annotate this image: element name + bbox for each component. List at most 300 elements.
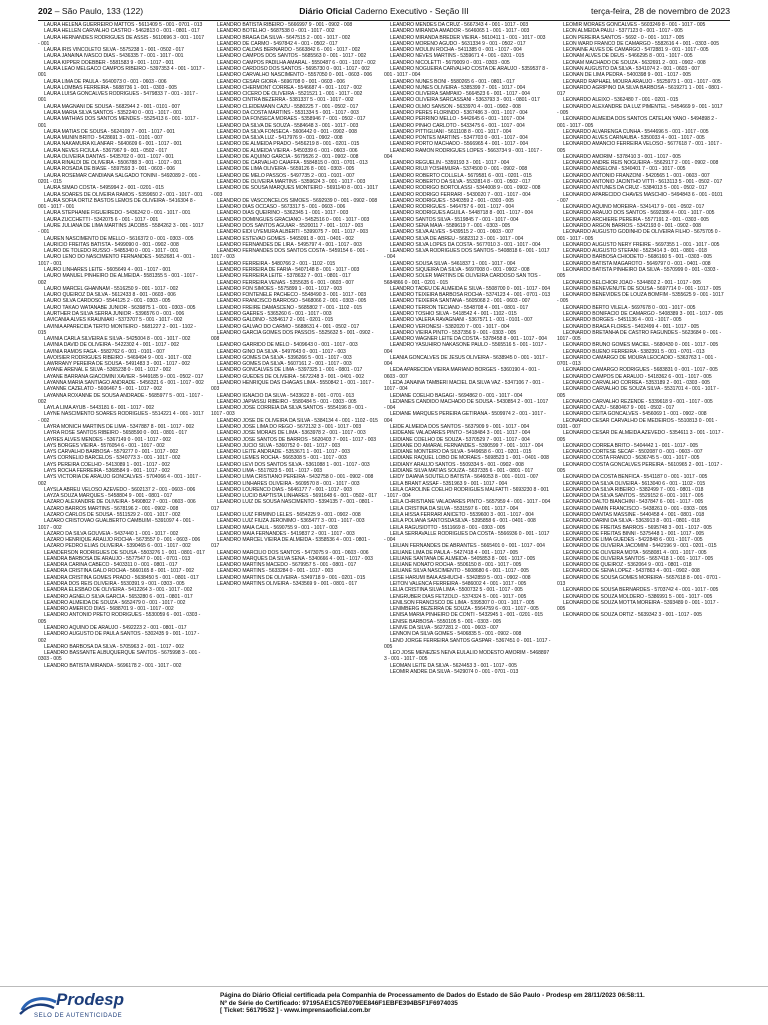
list-item: LEONARDO DA SILVA OLIVEIRA - 5613040 6 - 001 - 1102 - 015: [563, 480, 706, 487]
list-item: LAZARO CARLOS DE SOUSA - 5511529 2 - 001 - 1017 - 002: [44, 511, 181, 518]
list-item: LEILA HISSA FERRARI ANICETO - 5539600 3 - 001 - 1017 - 004: [390, 511, 534, 518]
list-item: LEONARDO ALEIXO - 5362480 7 - 001 - 0201 - 015: [563, 97, 679, 104]
list-item: LEANDRO DE VASCONCELOS SIMOES - 5692939 0 - 001 - 0902 - 008: [217, 197, 378, 204]
list-item: LEONARDO BONIFACIO DE CAMARGO - 5408389 3 - 001 - 1017 - 005: [563, 310, 723, 317]
section: Caderno Executivo - Seção III: [352, 6, 469, 16]
list-item: LEANDRO MARTINS MACEDO - 5679957 5 - 001 - 0801 - 017: [217, 562, 357, 569]
list-item: LEANDRO MARTINS - 5633284 0 - 001 - 1017 - 003: [217, 568, 333, 575]
list-item: LAURA RINALDI DE OLIVEIRA - 5506788 3 - 001 - 1017 - 001: [44, 160, 182, 167]
list-item: LEANDRO CALDAS BERNARDO - 5663842 6 - 001 - 1017 - 002: [217, 47, 361, 54]
list-item: LEANDRO LUCIO BAPTISTA LINHARES - 5691648 6 - 001 - 0502 - 017: [217, 493, 377, 500]
list-item: LEANDRO ALMEIDA DE SOUZA - 5652479 0 - 001 - 1017 - 002: [44, 599, 186, 606]
list-item: LEIDIANE SILVA MATIAS SOUZA - 5637335 6 - 001 - 0801 - 017: [390, 467, 533, 474]
list-item: LENISE BARBOSA - 5550105 5 - 001 - 0303 - 005: [390, 618, 502, 625]
list-item: LEANDRO JOSE CORREIA DA SILVA SANTOS - 5554196 8 - 001 - 1017 - 003: [211, 405, 367, 418]
list-item: LEANDRO REGUELIN - 5359193 3 - 001 - 1017 - 004: [390, 160, 510, 167]
list-item: LAYS CORNELIO BARCELOS - 5340773 3 - 001 - 1017 - 002: [44, 455, 181, 462]
list-item: LEANDRO TADEU DE ALMEIDA E SILVA - 5508700 0 - 001 - 1017 - 004: [390, 285, 551, 292]
list-item: LEANDRO MARTINS OLIVEIRA - 5343569 9 - 001 - 0801 - 017: [217, 581, 357, 588]
list-item: LEANDRO SIQUEIRA DA SILVA - 5697008 0 - 001 - 0902 - 008: [390, 266, 530, 273]
list-item: LEILA POLIANA SANTOSDASILVA - 5395858 6 - 001 - 0401 - 008: [390, 518, 536, 525]
list-item: LEONAN AUGUSTO DA SILVA - 5341074 2 - 001 - 0603 - 007: [563, 65, 700, 72]
list-item: LAURA LOMBAS FERREIRA - 5688736 1 - 001 - 0303 - 005: [44, 84, 177, 91]
list-item: LEONARDO AUGUSTO STEFANI - 5523414 3 - 001 - 0801 - 018: [563, 248, 707, 255]
list-item: LAURA MUNIN BRITO - 5428691 3 - 001 - 0101 - 007: [44, 135, 163, 142]
list-item: LAYS BORGES VIEIRA - 5576054 6 - 001 - 1017 - 002: [44, 442, 165, 449]
list-item: LAVICANIA ALVES KRAUNIAKI - 5373707 5 - 001 - 1017 - 002: [44, 317, 183, 324]
list-item: LEDIANE COELHO BAGAGI - 5694862 0 - 001 - 1017 - 004: [390, 392, 523, 399]
list-item: LEANDRO DA SILVA LUZ - 5417976 9 - 001 - 0902 - 008: [217, 135, 343, 142]
list-item: LEANDRO JOSE LIMA DO REGO - 5672132 3 - 001 - 1017 - 003: [217, 424, 362, 430]
list-item: LAYSLA ABREU VELOSO AZEVEDO - 5602137 2 - 001 - 0603 - 006: [44, 486, 196, 493]
list-item: LEANDRO RAMON RODRIGUES LOPES - 5663734 9 - 001 - 1017 - 004: [384, 147, 543, 160]
list-item: LEIDIANE DO AMARAL FERNANDES - 5390599 7 - 001 - 1017 - 004: [390, 442, 544, 449]
list-item: LEONARDO ARCHIERE PEREIRA - 5577191 2 - 001 - 0303 - 005: [563, 216, 709, 223]
list-item: LEANDRO GONCALVES DE LIMA - 5397325 1 - 001 - 0801 - 017: [217, 367, 363, 374]
list-item: LEANDRO JOSE MORAIS DE LIMA - 5363978 2 - 001 - 1017 - 003: [217, 430, 366, 437]
list-item: LEONARDO BRAGA FLORES - 5402499 4 - 001 - 1017 - 005: [563, 323, 699, 330]
list-item: LEONARD RAPHAEL MOURA ARAUJO - 5525973 1 - 001 - 1017 - 005: [563, 78, 721, 85]
list-item: LEANDRO BATISTA RIBEIRO - 5666997 9 - 001 - 0902 - 008: [217, 22, 353, 28]
list-item: LEANDRO HENRIQUE DAS CHAGAS LIMA - 5550842 1 - 001 - 1017 - 003: [211, 380, 374, 393]
list-item: LEIDY DAIANA SOUTELO BATISTA - 5646053 8 - 001 - 0101 - 007: [390, 474, 539, 481]
list-item: LEONARDO BENEVENUTE DE SOUSA - 5697714 0 - 001 - 1017 - 005: [563, 285, 722, 292]
list-item: LAZARO BARROS MARTINS - 5678196 2 - 001 - 0902 - 008: [44, 505, 179, 512]
list-item: LEILIANE SANTANA DE ALMEIDA - 5405853 8 - 001 - 1017 - 005: [390, 555, 536, 562]
list-item: LEANDRO VIEIRA PINTO - 5537356 9 - 001 - 0303 - 005: [390, 329, 517, 336]
list-item: LAURA SOFIA ORTIZ BASTOS LEMOS DE OLIVEIRA - 5416304 8 - 001 - 1017 - 001: [38, 197, 196, 211]
list-item: LAZARO ALEXANDRE DE OLIVEIRA - 5490802 7 - 001 - 0603 - 006: [44, 499, 196, 506]
list-item: LEONARDO BENEVIDES DE LOUZA BOMFIM - 5355625 9 - 001 - 1017 - 005: [557, 292, 724, 305]
list-item: LEANDRO PERES FLORINDO - 5367486 3 - 001 - 1017 - 004: [390, 109, 528, 116]
list-item: LELIA CRISTINA SILVA LIMA - 5500732 5 - 001 - 1017 - 005: [390, 587, 523, 594]
list-item: LEONARDO CESAR CARVALHO DE MEDEIROS - 5510813 0 - 001 - 0101 - 007: [557, 417, 718, 430]
cert-line-3: [ Ticket: 56179532 ] - www.imprensaoficial.com.br: [220, 1007, 371, 1015]
list-item: LEANDRO MARCEL VIEIRA DE ALMEIDA - 5358536 4 - 001 - 0801 - 017: [211, 537, 370, 550]
logo-tagline: SELO DE AUTENTICIDADE: [34, 1013, 123, 1019]
list-item: LEILA BRANT ASSAF - 5351963 9 - 001 - 1017 - 004: [390, 480, 508, 487]
list-item: LEONARDO APARECIDO CHAVES MASCHIO - 5494843 6 - 001 - 0101 - 007: [557, 191, 723, 204]
list-item: LEANDRO OLIVEIRA SAMPAIO - 5664523 6 - 001 - 1017 - 004: [390, 91, 530, 98]
list-item: LAURA STEPHANIE FIGUEIREDO - 5436242 0 - 001 - 1017 - 001: [44, 210, 191, 217]
list-item: LEANDRO DE CARVALHO CAIAFFA - 5584815 0 - 001 - 0701 - 013: [217, 160, 368, 167]
list-item: LEANDRO LUIZ FIUZA JERONIMO - 5365477 3 - 001 - 1017 - 003: [217, 518, 365, 525]
list-item: LAYS CARVALHO BARBOSA - 5579277 0 - 001 - 1017 - 002: [44, 449, 179, 456]
list-item: LAYANNE CAZELATO - 5606467 5 - 001 - 1017 - 002: [44, 386, 162, 393]
list-item: LEANDRO CLEIDEMANN CAZU - 5580225 7 - 001 - 0502 - 017: [217, 103, 359, 110]
list-item: LEANDRO ANTONIO PRETO RODRIGUES - 5530059 6 - 001 - 0303 - 005: [38, 612, 201, 625]
list-item: LEILA CRISTINA DA SILVA - 5531597 6 - 001 - 1017 - 004: [390, 505, 519, 512]
list-item: LEANDRO VALERA RAVAGNANI - 5367571 1 - 001 - 0101 - 007: [390, 317, 533, 324]
list-item: LAURA LUISA GONCALVES RODRIGUES - 5479833 7 - 001 - 1017 - 001: [38, 91, 198, 104]
list-item: LEONARDO CARVALHO DE SOUZA SILVA - 5531701 4 - 001 - 1017 - 005: [557, 386, 719, 399]
list-item: LEANDRO MOULIN ROCHA - 5411385 0 - 001 - 1017 - 004: [390, 47, 522, 54]
list-item: LEANDRO FREIRE DAMASCENO - 5685802 7 - 001 - 1102 - 015: [217, 304, 362, 311]
list-item: LENNON DA SILVA GOMES - 5406835 5 - 001 - 0902 - 008: [390, 631, 522, 638]
list-item: LEANDRO JOSE SANTOS DE BARROS - 5620403 7 - 001 - 1017 - 003: [217, 436, 377, 443]
list-item: LEANDRO CESAR GIORA - 5696708 0 - 001 - 0603 - 006: [217, 78, 345, 85]
column-4: [557, 22, 730, 980]
list-item: LEANDRO BASSANTE ALBUQUERQUE SANTOS - 5675998 3 - 001 - 0303 - 005: [38, 650, 201, 663]
list-item: LEANDRO CARDOSO DOS SANTOS - 5695730 0 - 001 - 1017 - 002: [217, 65, 370, 72]
list-item: LAURA HELLEN CARVALHO CASTRO - 5462813 0 - 001 - 0801 - 017: [44, 28, 200, 35]
list-item: LEONARDO AMANCIO FERREIRA VELOSO - 5677618 7 - 001 - 1017 - 005: [557, 141, 722, 154]
list-item: LEANDRO DE MELO PASSOS - 5497735 2 - 001 - 0101 - 007: [217, 172, 355, 179]
list-item: LAURA HERNANDES RODRIGUES DE ASSIS - 5610696 3 - 001 - 1017 - 001: [38, 34, 205, 47]
list-item: LEONARDO DE SOUSA BERNARDES - 5703742 4 - 001 - 1017 - 005: [563, 587, 719, 594]
list-item: LEANDRO AMERICO DIAS - 5688701 9 - 001 - 1017 - 002: [44, 606, 174, 613]
list-item: LAVINIA DAVID DE OLIVEIRA - 5422302 4 - 001 - 1017 - 002: [44, 342, 180, 349]
list-item: LEANDRO RODRIGUES - 5340359 2 - 001 - 0303 - 005: [390, 197, 514, 204]
list-item: LEONARDO DE QUEIROZ - 5362064 9 - 001 - 0801 - 018: [563, 562, 692, 569]
list-item: LEONAM MACHADO DE SOUZA - 5632691 2 - 001 - 0902 - 008: [563, 59, 706, 66]
list-item: LEANDRA ELESBAO DE OLIVEIRA - 5412264 3 - 001 - 1017 - 002: [44, 587, 193, 594]
list-item: LEIDIANE MONTEIRO DA SILVA - 5449658 6 - 001 - 0201 - 015: [390, 449, 532, 456]
list-item: LEONARDO COSTA GONCALVES PEREIRA - 5610965 2 - 001 - 1017 - 005: [557, 461, 723, 474]
list-item: LEANDRO JAPIASSU RIBEIRO - 5580484 5 - 001 - 0303 - 005: [217, 398, 357, 405]
list-item: LEANDRO PONTES MARTINS - 5347703 0 - 001 - 1017 - 004: [390, 135, 528, 142]
list-item: LAURO TAKAO WATANABE JUNIOR - 5639875 1 - 001 - 0303 - 005: [44, 304, 196, 311]
list-item: LEANDRO GALDINO - 5354617 2 - 001 - 0201 - 015: [217, 317, 334, 324]
list-item: LEANDRO RODRIGUES - 5464757 6 - 001 - 1017 - 004: [390, 204, 514, 211]
list-item: LEANIA GONCALVES DE JESUS OLIVEIRA - 5638945 0 - 001 - 1017 - 004: [384, 354, 548, 368]
column-2: [211, 22, 384, 980]
list-item: LEONARDO CAMARGO RODRIGUES - 5683831 0 - 001 - 1017 - 005: [563, 367, 718, 374]
list-item: LAYZA SOUZA MARQUES - 5458804 9 - 001 - 0801 - 017: [44, 493, 173, 500]
list-item: LEONARDO DA SILVA RIBEIRO - 5382499 7 - 001 - 0801 - 018: [563, 486, 704, 493]
list-item: LAYS ROCHA FERREIRA - 5368584 9 - 001 - 1017 - 002: [44, 467, 170, 474]
list-item: LEONARDO DE SOUZA MOTTA MOREIRA - 5393489 0 - 001 - 1017 - 005: [557, 599, 719, 613]
list-item: LEANDRO MARTINS DE OLIVEIRA - 5349718 9 - 001 - 0201 - 015: [217, 574, 366, 581]
list-item: LEANDRO FERREIRA - 5480766 2 - 001 - 1102 - 015: [217, 260, 336, 267]
title: Diário Oficial: [299, 6, 353, 16]
list-item: LEILA CAROLINE COELHO RODRIGUES MALFATTI - 5693230 8 - 001 - 1017 - 004: [384, 486, 549, 500]
list-item: LEANDRO LEMES ROCHA - 5665308 5 - 001 - 1017 - 003: [217, 455, 347, 462]
list-item: LEANDRO CHERMONT CORREA - 5546687 4 - 001 - 1017 - 002: [217, 84, 362, 91]
list-item: LEONARDO AQUINO MOREIRA - 5341417 9 - 001 - 0502 - 017: [563, 204, 705, 211]
list-item: LEANDRO PINHO CARLOTO - 5433475 6 - 001 - 1017 - 004: [390, 122, 525, 129]
list-item: LEONARDO DALTO BIANCHINI - 5437847 6 - 001 - 1017 - 005: [563, 499, 704, 506]
list-item: LEONARDO CESAR DE ALMEIDA AZEVEDO - 5354611 3 - 001 - 1017 - 005: [557, 430, 724, 443]
list-item: LEDA APARECIDA VIEIRA MARIANO BORGES - 5360190 4 - 001 - 0603 - 007: [384, 367, 540, 380]
list-item: LEANDRO RODRIGUES AGUILA - 5448718 8 - 001 - 1017 - 004: [390, 210, 533, 217]
list-item: LAYANNA ROXANNE DE SOUSA ANDRADE - 5685977 5 - 001 - 1017 - 002: [38, 392, 203, 405]
list-item: LEIDEANE VALADARES PINTO - 5418484 3 - 001 - 1017 - 004: [390, 430, 531, 437]
list-item: LEANDRO YASUHIRO NAKASONE PAULO - 5565516 5 - 001 - 1017 - 004: [384, 342, 547, 355]
list-item: LEANDRO FRANCISCO BARROSO - 5468066 2 - 001 - 0303 - 005: [217, 298, 367, 305]
list-item: LAURA SOARES DE OLIVEIRA RAMOS - 5359650 2 - 001 - 1017 - 001: [44, 191, 203, 198]
issue-date: terça-feira, 28 de novembro de 2023: [590, 6, 730, 16]
list-item: LEONARDO DE FREITAS BARROS - 5695748 3 - 001 - 1017 - 005: [563, 524, 712, 531]
listing-columns: [38, 22, 730, 980]
list-item: LAURO LENO DO NASCIMENTO FERNANDES - 5652681 4 - 001 - 1017 - 001: [38, 254, 195, 267]
list-item: LEANDRO NOGUEIRA CARVALHO COSTA DE ARAUJO - 5359537 8 - 001 - 1017 - 004: [384, 65, 548, 79]
list-item: LAVINIA RAMOS FAGA - 5582762 6 - 001 - 0101 - 007: [44, 348, 165, 355]
prodesp-seal: [16, 990, 146, 1022]
list-item: LAURO SILVA CARDOSO - 5544125 2 - 001 - 0303 - 005: [44, 298, 171, 305]
list-item: LEANDRO DE ALMEIDA VIEIRA - 5450339 6 - 001 - 0603 - 006: [217, 147, 358, 154]
list-item: LEILIANE LIMA DE PAULA - 5427418 4 - 001 - 1017 - 005: [390, 549, 518, 556]
list-item: LEANDRO MAIA CALIL - 5690755 9 - 001 - 1017 - 003: [217, 524, 338, 531]
list-item: LEANDRO GARRIDO DE MELO - 5409643 0 - 001 - 1017 - 003: [217, 342, 358, 349]
list-item: LEONARDO DE OLIVEIRA SANTOS - 5657418 1 - 001 - 1017 - 005: [563, 555, 714, 562]
list-item: LEANDRO SILVA ALVES - 5439515 2 - 001 - 0603 - 007: [390, 229, 514, 236]
list-item: LEANDRO GOMES DA SILVA - 5396266 5 - 001 - 1017 - 003: [217, 354, 352, 361]
list-item: LEONAINE ALVES DE CAMARGO - 5472881 9 - 001 - 1017 - 005: [563, 47, 709, 54]
list-item: LEANDRO PITTIGLIANI - 5611108 8 - 001 - 1017 - 004: [390, 128, 512, 135]
list-item: LEANDRO CAMPOS PADILHA AMARAL - 5550487 6 - 001 - 1017 - 002: [217, 59, 376, 66]
list-item: LEOMIR ANDRE DA SILVA - 5429074 0 - 001 - 0701 - 013: [390, 668, 519, 675]
list-item: LEDIANE MARQUES PEREIRA GETIRANA - 5509974 2 - 001 - 1017 - 004: [384, 411, 546, 424]
list-item: LEONARDO DA SILVA SANTOS - 5529152 6 - 001 - 1017 - 005: [563, 493, 704, 500]
list-item: LEONARDO ANSELONI - 5340401 7 - 001 - 1017 - 005: [563, 166, 686, 173]
logo-text: Prodesp: [56, 990, 125, 1009]
list-item: LEANDRO ESTEVAO GOMES - 5465091 8 - 001 - 0401 - 002: [217, 235, 354, 242]
page-number: 202: [38, 6, 53, 16]
list-item: LEANDRO IGNACIO DA SILVA - 5433622 8 - 001 - 0701 - 013: [217, 392, 355, 399]
list-item: LEANDRO TOSHIO SILVA - 5418542 4 - 001 - 1102 - 015: [390, 310, 517, 317]
list-item: LEONARDO BRUNO GOMES MACIEL - 5680430 0 - 001 - 1017 - 005: [563, 342, 719, 349]
list-item: LAVOISIER RODRIGUES RIBEIRO - 5469494 9 - 001 - 1017 - 002: [44, 354, 192, 361]
list-item: LEONARDO BERTO VILELA - 5697678 0 - 001 - 1017 - 005: [563, 304, 696, 311]
cert-line-2: Nº de Série do Certificado: 97195AE1C57E079EE846F1EBFE394B5F1F6974035: [220, 999, 458, 1007]
column-3: [384, 22, 557, 980]
list-item: LAURA MATHIAS DOS SANTOS MENDES - 5525413 6 - 001 - 1017 - 001: [38, 116, 199, 129]
list-item: LAYS PEREIRA COELHO - 5413089 1 - 001 - 1017 - 002: [44, 461, 170, 468]
list-item: LAURO MANUEL PINHEIRO DE ALMEIDA - 5581355 5 - 001 - 1017 - 002: [38, 273, 198, 286]
list-item: LEONARDO ANDRE REIS NOGUEIRA - 5562917 2 - 001 - 0902 - 008: [563, 160, 719, 167]
list-item: LEANDRO FERREIRA VENAS - 5355635 6 - 001 - 0603 - 007: [217, 279, 354, 286]
list-item: LEANDRO DE LIMA OLIVEIRA - 5659126 8 - 001 - 0303 - 005: [217, 166, 355, 173]
list-item: LEONARDO CAZU - 5680467 9 - 001 - 0502 - 017: [563, 405, 675, 412]
list-item: LEANDRO NEVES MARTINS - 5359671 4 - 001 - 0201 - 015: [390, 53, 525, 60]
list-item: LEONARDO CEITA GONCALVES - 5456069 1 - 001 - 0902 - 008: [563, 411, 707, 418]
list-item: LAURA NEVES FICIULA - 5367967 9 - 001 - 0502 - 017: [44, 147, 167, 154]
list-item: LEANDRO PORTO MACHADO - 5566965 4 - 001 - 1017 - 004: [390, 141, 529, 148]
list-item: LEANDRO BRAGA DA SILVA - 5647515 2 - 001 - 1017 - 002: [217, 34, 351, 41]
list-item: LEONARDO DE OLIVEIRA MOTA - 5658081 4 - 001 - 1017 - 005: [563, 549, 707, 556]
list-item: LEANDRO DIAS QUEIRINO - 5362345 1 - 001 - 1017 - 003: [217, 210, 349, 217]
list-item: LEONARDO ARGON BARROS - 5342193 0 - 001 - 0902 - 008: [563, 223, 701, 229]
list-item: LAURA ROSADA DE BIASE - 5597593 3 - 001 - 0603 - 006: [44, 166, 175, 173]
list-item: LEONARDO BUENO FERREIRA - 5382391 5 - 001 - 0701 - 013: [563, 348, 705, 355]
list-item: LAYRA ROSE SANTOS RIBEIRO - 5658590 0 - 001 - 0801 - 017: [44, 430, 187, 437]
list-item: LEANDRO BOTELHO - 5687538 0 - 001 - 1017 - 002: [217, 28, 335, 35]
list-item: LEANDRO AUGUSTO DE PAULA SANTOS - 5302435 9 - 001 - 1017 - 002: [38, 631, 200, 644]
list-item: LEONARDO COSTA FRANCO - 5636745 5 - 001 - 1017 - 005: [563, 455, 700, 462]
list-item: LEONARDO DE FREITAS BINNI - 5375448 1 - 001 - 1017 - 005: [563, 530, 705, 537]
list-item: LEONARDO AUGUSTO GODINHO DE OLIVEIRA FILHO - 5675705 0 - 001 - 1017 - 005: [557, 229, 721, 242]
list-item: LEONARDO DA COSTA BENFICA - 5541187 0 - 001 - 1017 - 005: [563, 474, 708, 481]
list-item: LEONARDO BRETANHA DE CASTRO FAGUNDES - 5623684 0 - 001 - 1017 - 005: [557, 329, 722, 343]
list-item: LEIDIANY ARAUJO SANTOS - 5509334 5 - 001 - 0902 - 008: [390, 461, 524, 468]
list-item: LEOMIR MORAES GONCALVES - 5603249 8 - 001 - 1017 - 005: [563, 22, 706, 28]
list-item: LEANDRO LOURENCO DIAS - 5646177 7 - 001 - 1017 - 003: [217, 486, 352, 493]
list-item: LAWRRANY PEREIRA DE SOUSA - 5491483 3 - 001 - 1017 - 002: [44, 361, 190, 368]
list-item: LEANDRO DIAS OCCASO - 5673317 5 - 001 - 0603 - 006: [217, 204, 346, 211]
list-item: LEONARDO DE SOUZA MOLDERO - 5386991 5 - 001 - 1017 - 005: [563, 593, 713, 600]
list-item: LEANDRO LEVI DOS SANTOS SILVA - 5361088 1 - 001 - 1017 - 003: [217, 461, 370, 468]
list-item: LEANDRO DOS SANTOS AGUIAR - 5520011 7 - 001 - 1017 - 003: [217, 223, 363, 229]
list-item: LAURA SIMAO COSTA - 5495994 2 - 001 - 0201 - 015: [44, 185, 164, 192]
list-item: LEANDRA CRISTINA GALO ROCHA - 5660165 8 - 001 - 1017 - 002: [44, 568, 194, 575]
list-item: LEONARDO BATISTA MAGAROTO - 5649797 0 - 001 - 0401 - 008: [563, 260, 711, 267]
list-item: LAYANE BARRANA GIACOMINI XAVIER - 5449185 9 - 001 - 0502 - 017: [44, 373, 204, 380]
list-item: LAURA OLIVEIRA DANTAS - 5435702 0 - 001 - 1017 - 001: [44, 153, 174, 160]
list-item: LAYNE NASCIMENTO SOARES RODRIGUES - 5514221 4 - 001 - 1017 - 002: [38, 411, 204, 424]
list-item: LAURA ZUCCHETTI - 5342075 6 - 001 - 1017 - 001: [44, 216, 159, 223]
list-item: LEANDRO GUEDES DE OLIVEIRA - 5672248 3 - 001 - 0401 - 002: [217, 373, 364, 380]
list-item: LAURA NAKAMURA KLANFAR - 5640609 6 - 001 - 1017 - 001: [44, 141, 182, 148]
list-item: LAURA MARIA SILVA SANTOS - 5352240 0 - 001 - 1017 - 001: [44, 109, 182, 116]
list-item: LEONARDO CAMPOS DE ARAUJO - 5418362 6 - 001 - 1017 - 005: [563, 373, 712, 380]
list-item: LEONARDO BATISTA PINHEIRO DA SILVA - 5570999 0 - 001 - 0303 - 005: [557, 266, 719, 280]
list-item: LAURO DE TOLEDO RUSSO - 5485340 0 - 001 - 1017 - 001: [44, 248, 179, 255]
list-item: LEANDRO FON SIMOES - 5575899 1 - 001 - 1017 - 003: [217, 285, 342, 292]
list-item: LEANDRO RODRIGO BORTOLASSI - 5344008 9 - 001 - 0902 - 008: [390, 185, 541, 192]
list-item: LEANDRO LIMA - 5517823 5 - 001 - 1017 - 003: [217, 467, 323, 474]
list-item: LAURO QUEIROZ DA SILVA - 5612433 8 - 001 - 0603 - 006: [44, 292, 176, 299]
list-item: LEANDRO GOMES DA SILVA - 5607161 2 - 001 - 1017 - 003: [217, 361, 352, 368]
list-item: LEANDRO MARCILIO DOS SANTOS - 5473075 9 - 001 - 0603 - 006: [217, 549, 369, 556]
list-item: LEANDRO LUIZ DE SOUSA NASCIMENTO - 5394135 7 - 001 - 0801 - 017: [211, 499, 373, 512]
list-item: LEANDRO SILVA DE ABREU - 5682312 3 - 001 - 1017 - 004: [390, 235, 524, 242]
list-item: LEANDRO PERRINO MELLO - 5442645 6 - 001 - 1017 - 004: [390, 116, 525, 123]
list-item: LENISA MARIA PINHEIRO DE CONTI - 5432945 1 - 001 - 0201 - 015: [390, 612, 543, 619]
list-item: LEANDRO TERRON TECIANO - 5548708 4 - 001 - 0801 - 017: [390, 304, 528, 311]
list-item: LAYLA LIMA AYUB - 5443181 6 - 001 - 1017 - 002: [44, 405, 155, 412]
list-item: LAVINIA CARLA SILVEIRA E SILVA - 5425004 8 - 001 - 1017 - 002: [44, 336, 191, 343]
list-item: LEONARDO AUGUSTO NERY FREIRE - 5697355 1 - 001 - 1017 - 005: [563, 241, 720, 248]
list-item: LEON WARD FRANCO DE CAMARGO - 5582616 4 - 001 - 0303 - 005: [563, 40, 719, 47]
list-item: LEANDRA BARBOSA DE ARAUJO - 5577547 0 - 001 - 0701 - 013: [44, 555, 191, 562]
list-item: LEONARDO DE SOUSA GOMES MOREIRA - 5657618 8 - 001 - 0701 - 013: [557, 574, 721, 588]
list-item: LEANDRO NICOLETTI - 5679009 0 - 001 - 0303 - 005: [390, 59, 510, 66]
list-item: LEANDRO DA COSTA MARTINS - 5531334 5 - 001 - 1017 - 003: [217, 109, 359, 116]
list-item: LEANDRO MIRANDA AMADOR - 5646065 1 - 001 - 1017 - 003: [390, 28, 530, 35]
list-item: LEANDRO LEITE ANDRADE - 5353671 1 - 001 - 1017 - 003: [217, 449, 350, 456]
list-item: LEON ALMEIDA PAULI - 5377123 0 - 001 - 1017 - 005: [563, 28, 683, 35]
list-item: LEANDRO DOMINGUES GRACIANO - 5452516 0 - 001 - 1017 - 003: [217, 216, 370, 223]
list-item: LEANDRO FERNANDES DOS SANTOS COSTA - 5459154 6 - 001 - 1017 - 003: [211, 248, 369, 261]
list-item: LEANDRO SOUSA SILVA - 5461837 1 - 001 - 1017 - 004: [390, 260, 516, 267]
list-item: LEONARDO BELCHIOR JOAO - 5344802 2 - 001 - 1017 - 005: [563, 279, 701, 286]
location: – São Paulo, 133 (122): [52, 6, 144, 16]
list-item: LENIMBERG BEZERRA DE SOUZA - 5564759 6 - 001 - 1017 - 005: [390, 606, 539, 613]
list-item: LEONARDO DANTAS MASSINE - 5440458 4 - 001 - 0801 - 018: [563, 511, 705, 518]
list-item: LEONARDO DE SOUZA ORTIZ - 5639342 3 - 001 - 1017 - 005: [563, 612, 702, 619]
list-item: LAVINIA APARECIDA TERTO MONTEIRO - 5681227 2 - 001 - 1102 - 015: [38, 323, 196, 336]
list-item: LEANDRO DE ALMEIDA PRADO - 5456219 8 - 001 - 0201 - 015: [217, 141, 360, 148]
list-item: LEANDRO BARBOSA DA SILVA - 5705963 2 - 001 - 1017 - 002: [44, 643, 184, 650]
list-item: LEIDIANE RAQUEL LOBO DE MORAES - 5698523 1 - 001 - 0401 - 008: [390, 455, 549, 462]
list-item: LEONAM ALVES DE DEUS - 5466295 8 - 001 - 1017 - 005: [563, 53, 693, 60]
list-item: LEANDRA CRISTINA GOMES PRADO - 5638450 5 - 001 - 0801 - 017: [44, 574, 199, 581]
list-item: LEONARDO DARINI DA SILVA - 5363913 8 - 001 - 0801 - 018: [563, 518, 700, 525]
list-item: LAZARO DA SILVA GOUVEIA - 5437440 1 - 001 - 1017 - 002: [44, 530, 179, 537]
list-item: LEONARDO DE OLIVEIRA JACOMINI - 5442196 9 - 001 - 0201 - 015: [563, 543, 717, 550]
list-item: LEITON VALENCA FERREIRA - 5486002 4 - 001 - 1017 - 005: [390, 581, 527, 588]
list-item: LEONARDO ALMEIDA DOS SANTOS CATELAN YANO - 5494898 2 - 001 - 1017 - 005: [557, 116, 717, 129]
list-item: LEANDRO FERREIRA DE FARIA - 5407148 8 - 001 - 1017 - 003: [217, 266, 360, 273]
list-item: LEANDRO LIMA CRISTIANO PEREIRA - 5432758 0 - 001 - 0902 - 008: [217, 474, 374, 481]
list-item: LEANDRO DA FONSECA MORAES - 5358946 7 - 001 - 0502 - 017: [217, 116, 366, 123]
list-item: LEANDRO DE AQUINO GARCIA - 5679526 2 - 001 - 0902 - 008: [217, 153, 359, 160]
list-item: LEANDRO CAMPOS DOS SANTOS - 5685563 0 - 001 - 1017 - 002: [217, 53, 367, 60]
list-item: LEANDRO ROBERTO COLLELA - 5679581 6 - 001 - 0201 - 015: [390, 172, 532, 179]
list-item: LAURICIO FREITAS BATISTA - 5499090 0 - 001 - 0902 - 008: [44, 241, 179, 248]
list-item: LEANDRO DA SILVA DE SOUZA - 5584648 3 - 001 - 1017 - 003: [217, 122, 359, 129]
list-item: LAYRA MONICH MARTINS DE LIMA - 5347887 8 - 001 - 1017 - 002: [44, 424, 195, 430]
list-item: LEILA RAGUSIOTTO - 5511669 8 - 001 - 0303 - 005: [390, 524, 506, 531]
list-item: LEANDRO MAIA FERNANDES - 5419837 2 - 001 - 1017 - 003: [217, 530, 355, 537]
list-item: LEANDRO TEIXEIRA BARBOSA ROCHA - 5374123 4 - 001 - 0701 - 013: [390, 292, 551, 299]
list-item: LAURO MARCEL GHANNAM - 5516250 9 - 001 - 1017 - 002: [44, 285, 179, 292]
list-item: LEANDRO GAERES - 5365260 6 - 001 - 1017 - 003: [217, 310, 332, 317]
list-item: LEANDRO EIDI UYEMURA ALBERTI - 5399075 7 - 001 - 1017 - 003: [217, 229, 368, 236]
list-item: LEO JOSE MENEZES NEIVA EULALIO MODESTO AMORIM - 5468897 3 - 001 - 1017 - 005: [384, 650, 550, 663]
list-item: LEANDRO NUNES OLIVEIRA - 5385399 7 - 001 - 1017 - 004: [390, 84, 526, 91]
list-item: LEONARDO DAMIN FRANCISCO - 5438261 0 - 001 - 0303 - 005: [563, 505, 708, 512]
list-item: LEIDIANE COELHO DE SOUZA - 5370529 7 - 001 - 1017 - 004: [390, 436, 530, 443]
list-item: LEANDRO MIRANDA BREDER VIEIRA - 5610411 1 - 001 - 1017 - 003: [390, 34, 546, 41]
list-item: LAUREN NASCIMENTO DE MELLO - 5616372 0 - 001 - 0303 - 005: [44, 235, 194, 242]
list-item: LEANDRO SENA MAIA - 5589619 7 - 001 - 0303 - 005: [390, 223, 511, 229]
list-item: LEANDRO CARVALHO NASCIMENTO - 5557050 0 - 001 - 0603 - 006: [217, 72, 373, 79]
list-item: LAURA MATIAS DE SOUSA - 5624109 7 - 001 - 1017 - 001: [44, 128, 175, 135]
column-1: [38, 22, 211, 980]
list-item: LEONARDO CARVALHO CORREA - 5353189 2 - 001 - 0303 - 005: [563, 380, 710, 387]
list-item: LEONARDO CARVALHO REZENDE - 5339618 9 - 001 - 1017 - 005: [563, 398, 713, 405]
list-item: LEONARDO ANTUNES DA CRUZ - 5384013 5 - 001 - 0502 - 017: [563, 185, 708, 192]
list-item: LENO JORGE FERREIRA SANTOS GASPAR - 5367451 0 - 001 - 1017 - 005: [384, 637, 551, 650]
list-item: LEANDRO MENDES DA CRUZ - 5667343 4 - 001 - 1017 - 003: [390, 22, 529, 28]
list-item: LAYRES ALVES MENDES - 5367149 0 - 001 - 1017 - 002: [44, 436, 171, 443]
list-item: LEONARDO CORREA BRITO - 5404442 1 - 001 - 1017 - 005: [563, 442, 699, 449]
list-item: LEANDRO DE OLIVEIRA MARTINS - 5359624 3 - 001 - 1017 - 003: [217, 179, 366, 186]
list-item: LAZARO PEDRO ELIAS OLIVEIRA - 5390465 6 - 001 - 1017 - 002: [44, 543, 191, 550]
certification-text: [220, 992, 645, 1015]
list-item: LEONARDO CORTESE SECAF - 5502087 0 - 001 - 0603 - 007: [563, 449, 703, 456]
list-item: LEILIAN FERNANDES DE ABRANTES - 5665401 0 - 001 - 1017 - 004: [390, 543, 545, 550]
list-item: LEANDRO ROBERTO DA SILVA - 5532814 8 - 001 - 0502 - 017: [390, 179, 531, 186]
list-item: LEANDRO AGNELO SILVA GARCIA - 5653280 6 - 001 - 0801 - 017: [44, 593, 193, 600]
list-item: LEANDRO LINHARES OLIVEIRA - 5609570 8 - 001 - 1017 - 003: [217, 480, 360, 487]
list-item: LEANDRO SILVA LOPES DA COSTA - 5677010 3 - 001 - 1017 - 004: [390, 241, 541, 248]
list-item: LEONARDO ALVES CARNAUBA - 5350033 4 - 001 - 1017 - 005: [563, 135, 705, 142]
list-item: LEILA SERRAVALLE RODRIGUES DA COSTA - 5566936 0 - 001 - 1017 - 004: [384, 530, 550, 544]
list-item: LEONARDO ANTONIO FRANZONI - 5420565 1 - 001 - 0603 - 007: [563, 172, 710, 179]
list-item: LEANDRO SANTOS SILVA - 5519845 7 - 001 - 1017 - 004: [390, 216, 519, 223]
list-item: LEONARDO DE LIMA GUEDES - 5422848 6 - 001 - 1017 - 005: [563, 537, 703, 544]
list-item: LAZARO HENRIQUE ARAUJO ROCHA - 5673557 0 - 001 - 0603 - 006: [44, 537, 201, 544]
list-item: LEANDRO DE SOUSA MARQUES MONTEIRO - 5691140 8 - 001 - 1017 - 003: [211, 185, 378, 198]
list-item: LEANDRO FERNANDES DE LIRA - 5495797 4 - 001 - 1017 - 003: [217, 241, 362, 248]
list-item: LEONARDO DE SENA LOPEZ - 5437863 4 - 001 - 0902 - 008: [563, 568, 700, 575]
list-item: LEANDRO FONTENELE PACHECO - 5548490 3 - 001 - 1017 - 003: [217, 292, 367, 299]
list-item: LAYS VICTORIA DE ARAUJO GONCALVES - 5704066 4 - 001 - 1017 - 002: [38, 474, 201, 487]
list-item: LEANDRO LUIZ FIRMINO LELES - 5654225 9 - 001 - 0902 - 008: [217, 511, 361, 518]
list-item: LEISE HARUMI BAIA ASHIUCHI - 5342859 5 - 001 - 0902 - 008: [390, 574, 531, 581]
list-item: LEANDRO GARCIA GOMES DOS PASSOS - 5525632 5 - 001 - 0902 - 008: [211, 329, 374, 343]
page-header: [38, 6, 730, 21]
list-item: LAURA LEAO MELGACO CAMPOS RIBEIRO - 5397353 4 - 001 - 1017 - 001: [38, 65, 205, 79]
list-item: LAZARO CRISTOVAO GUALBERTO CAMBUIM - 5391097 4 - 001 - 1017 - 002: [38, 518, 195, 531]
list-item: LEANDRO SILVA RODRIGUES DOS SANTOS - 5408818 6 - 001 - 1017 - 004: [384, 248, 550, 261]
list-item: LEANDRO DA SILVA FONSECA - 5606442 0 - 001 - 0902 - 008: [217, 128, 357, 135]
list-item: LEONARDO ALVARENGA CUNHA - 5544696 5 - 001 - 1017 - 005: [563, 128, 709, 135]
list-item: LEANDRO VERONESI - 5382020 7 - 001 - 1017 - 004: [390, 323, 510, 330]
